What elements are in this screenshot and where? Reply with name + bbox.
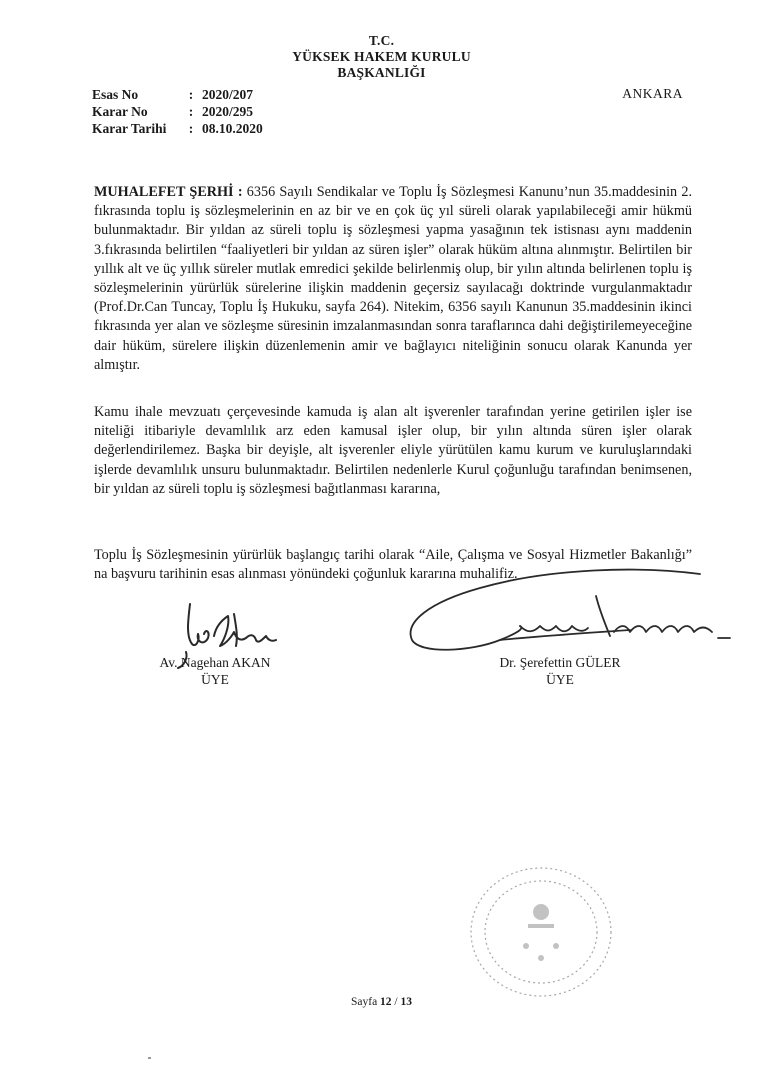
ref-value: 2020/207 (202, 87, 254, 102)
header-institution: YÜKSEK HAKEM KURULU (292, 49, 471, 64)
total-pages-number: 13 (400, 996, 412, 1008)
ref-label: Esas No (92, 87, 139, 102)
ref-colon: : (188, 87, 194, 102)
signer-title: ÜYE (546, 672, 574, 687)
city-label: ANKARA (622, 86, 683, 101)
decision-date-row (92, 120, 263, 137)
body-paragraph-3: Toplu İş Sözleşmesinin yürürlük başlangıç tarihi olarak “Aile, Çalışma ve Sosyal Hizmetler Bakanlığı” na başvuru tarihinin esas alınması yönündeki çoğunluk kararına muhalifiz. (94, 547, 692, 583)
header-country: T.C. (368, 33, 395, 48)
scan-speck (148, 1057, 151, 1059)
header-department: BAŞKANLIĞI (337, 65, 426, 80)
ref-label: Karar Tarihi (92, 121, 167, 136)
ref-label: Karar No (92, 104, 148, 119)
dissent-heading: MUHALEFET ŞERHİ : (94, 184, 243, 200)
signer-title: ÜYE (201, 672, 229, 687)
decision-number-row (92, 103, 263, 120)
page-footer (0, 996, 763, 1008)
signer-name: Dr. Şerefettin GÜLER (499, 655, 621, 670)
ref-value: 2020/295 (202, 104, 254, 119)
signer-akan (140, 655, 290, 689)
ref-value: 08.10.2020 (202, 121, 263, 136)
page-separator: / (391, 996, 401, 1008)
ref-colon: : (188, 104, 194, 119)
signer-guler (470, 655, 650, 689)
paragraph-text: 6356 Sayılı Sendikalar ve Toplu İş Sözleşmesi Kanunu’nun 35.maddesinin 2. fıkrasında toplu iş sözleşmelerinin en az bir ve en çok üç yıl süreli olarak yapılabileceği amir hükmü bulunmaktadır. Bir yıldan az süreli toplu iş sözleşmesi yapma yasağının tek istisnası aynı maddenin 3.fıkrasında belirtilen “faaliyetleri bir yıldan az süren işler” olarak hüküm altına alınmıştır. Belirtilen bir yıllık alt ve üç yıllık süreler mutlak emredici şekilde belirlenmiş olup, bir yılın altında belirlenen toplu iş sözleşmelerinin yürürlük sürelerine ilişkin maddenin geçersiz sayılacağı doktrinde vurgulanmaktadır (Prof.Dr.Can Tuncay, Toplu İş Hukuku, sayfa 264). Nitekim, 6356 sayılı Kanunun 35.maddesinin ikinci fıkrasında yer alan ve sözleşme süresinin imzalanmasından sonra taraflarınca dahi değiştirilemeyeceğine dair hüküm, sürelere ilişkin düzenlemenin amir ve bağlayıcı niteliğinin sonucu olarak Kanunda yer almıştır. (94, 184, 692, 373)
ref-colon: : (188, 121, 194, 136)
page-prefix: Sayfa (350, 996, 381, 1008)
signature-guler-image (400, 562, 750, 662)
body-paragraph-2: Kamu ihale mevzuatı çerçevesinde kamuda iş alan alt işverenler tarafından yerine getirilen işler ise niteliği itibariyle devamlılık arz eden kamusal işler olup, bir yılın altında süren işler olarak değerlendirilemez. Başka bir deyişle, alt işverenler eliyle yürütülen kamu kurum ve kuruluşlarındaki işlerde devamlılık unsuru bulunmaktadır. Belirtilen nedenlerle Kurul çoğunluğu tarafından benimsenen, bir yıldan az süreli toplu iş sözleşmesi bağıtlanması kararına, (94, 404, 692, 497)
signer-name: Av. Nagehan AKAN (159, 655, 271, 670)
official-seal-stamp (466, 862, 616, 1002)
body-paragraph-1 (94, 183, 692, 375)
case-reference-block (92, 86, 263, 137)
case-number-row (92, 86, 263, 103)
current-page-number: 12 (380, 996, 392, 1008)
